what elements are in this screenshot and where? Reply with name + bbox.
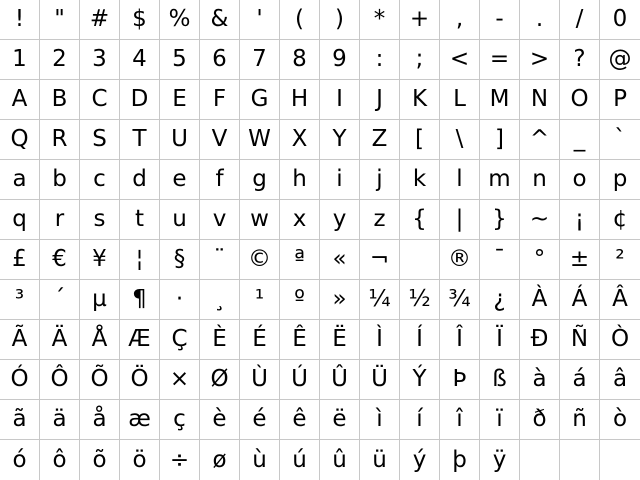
glyph-cell[interactable]: å — [80, 400, 120, 440]
glyph-cell[interactable]: ÿ — [480, 440, 520, 480]
glyph-cell[interactable]: Ú — [280, 360, 320, 400]
glyph-cell[interactable]: a — [0, 160, 40, 200]
glyph-cell[interactable]: h — [280, 160, 320, 200]
glyph-cell[interactable]: M — [480, 80, 520, 120]
glyph-cell[interactable]: ÷ — [160, 440, 200, 480]
glyph-cell[interactable]: ä — [40, 400, 80, 440]
glyph-cell[interactable]: u — [160, 200, 200, 240]
glyph-cell[interactable]: > — [520, 40, 560, 80]
glyph-cell[interactable]: 0 — [600, 0, 640, 40]
glyph-cell[interactable]: o — [560, 160, 600, 200]
glyph-cell[interactable]: ` — [600, 120, 640, 160]
glyph-cell[interactable]: Ö — [120, 360, 160, 400]
glyph-cell[interactable]: : — [360, 40, 400, 80]
glyph-cell[interactable]: k — [400, 160, 440, 200]
glyph-cell[interactable]: p — [600, 160, 640, 200]
glyph-cell[interactable]: î — [440, 400, 480, 440]
glyph-cell[interactable]: { — [400, 200, 440, 240]
glyph-cell[interactable]: % — [160, 0, 200, 40]
glyph-cell[interactable]: Z — [360, 120, 400, 160]
glyph-cell[interactable]: Ý — [400, 360, 440, 400]
glyph-cell[interactable]: ¯ — [480, 240, 520, 280]
glyph-cell[interactable]: ã — [0, 400, 40, 440]
glyph-cell[interactable]: 5 — [160, 40, 200, 80]
glyph-cell[interactable]: z — [360, 200, 400, 240]
glyph-cell[interactable]: + — [400, 0, 440, 40]
glyph-cell[interactable]: # — [80, 0, 120, 40]
glyph-cell[interactable]: @ — [600, 40, 640, 80]
glyph-cell[interactable]: ö — [120, 440, 160, 480]
glyph-cell[interactable]: º — [280, 280, 320, 320]
glyph-cell[interactable]: / — [560, 0, 600, 40]
glyph-cell[interactable]: 1 — [0, 40, 40, 80]
glyph-cell[interactable]: Þ — [440, 360, 480, 400]
glyph-cell[interactable]: c — [80, 160, 120, 200]
glyph-cell[interactable]: ¹ — [240, 280, 280, 320]
glyph-cell[interactable]: s — [80, 200, 120, 240]
glyph-cell[interactable]: X — [280, 120, 320, 160]
glyph-cell[interactable]: Â — [600, 280, 640, 320]
glyph-cell[interactable]: È — [200, 320, 240, 360]
glyph-cell[interactable]: H — [280, 80, 320, 120]
glyph-cell[interactable]: ù — [240, 440, 280, 480]
glyph-cell[interactable]: Æ — [120, 320, 160, 360]
glyph-cell[interactable]: ª — [280, 240, 320, 280]
glyph-cell[interactable]: Ø — [200, 360, 240, 400]
glyph-cell[interactable]: E — [160, 80, 200, 120]
glyph-cell[interactable]: £ — [0, 240, 40, 280]
glyph-cell[interactable]: µ — [80, 280, 120, 320]
glyph-cell[interactable]: ³ — [0, 280, 40, 320]
glyph-cell[interactable]: N — [520, 80, 560, 120]
glyph-cell[interactable]: 4 — [120, 40, 160, 80]
glyph-cell[interactable]: 8 — [280, 40, 320, 80]
glyph-cell[interactable]: C — [80, 80, 120, 120]
glyph-cell[interactable]: Å — [80, 320, 120, 360]
glyph-cell[interactable] — [520, 440, 560, 480]
glyph-cell[interactable]: . — [520, 0, 560, 40]
glyph-cell[interactable]: ú — [280, 440, 320, 480]
glyph-cell[interactable]: ð — [520, 400, 560, 440]
glyph-cell[interactable]: Y — [320, 120, 360, 160]
glyph-cell[interactable]: ? — [560, 40, 600, 80]
glyph-cell[interactable]: < — [440, 40, 480, 80]
glyph-cell[interactable]: û — [320, 440, 360, 480]
glyph-cell[interactable]: Í — [400, 320, 440, 360]
glyph-cell[interactable]: Ù — [240, 360, 280, 400]
glyph-cell[interactable]: ì — [360, 400, 400, 440]
glyph-cell[interactable]: v — [200, 200, 240, 240]
glyph-cell[interactable]: § — [160, 240, 200, 280]
glyph-cell[interactable]: Ã — [0, 320, 40, 360]
glyph-cell[interactable]: ~ — [520, 200, 560, 240]
glyph-cell[interactable]: ¸ — [200, 280, 240, 320]
glyph-cell[interactable]: Î — [440, 320, 480, 360]
glyph-cell[interactable]: ( — [280, 0, 320, 40]
glyph-cell[interactable]: Û — [320, 360, 360, 400]
glyph-cell[interactable]: Ô — [40, 360, 80, 400]
glyph-cell[interactable]: Ê — [280, 320, 320, 360]
glyph-cell[interactable]: 6 — [200, 40, 240, 80]
glyph-cell[interactable]: í — [400, 400, 440, 440]
glyph-cell[interactable]: ² — [600, 240, 640, 280]
glyph-cell[interactable]: € — [40, 240, 80, 280]
glyph-cell[interactable]: ± — [560, 240, 600, 280]
glyph-cell[interactable]: U — [160, 120, 200, 160]
glyph-cell[interactable]: x — [280, 200, 320, 240]
glyph-cell[interactable]: ] — [480, 120, 520, 160]
glyph-cell[interactable]: _ — [560, 120, 600, 160]
glyph-cell[interactable]: " — [40, 0, 80, 40]
glyph-cell[interactable]: ! — [0, 0, 40, 40]
glyph-cell[interactable] — [600, 440, 640, 480]
glyph-cell[interactable]: ¬ — [360, 240, 400, 280]
glyph-cell[interactable]: ' — [240, 0, 280, 40]
glyph-cell[interactable]: ½ — [400, 280, 440, 320]
glyph-cell[interactable]: w — [240, 200, 280, 240]
glyph-cell[interactable]: F — [200, 80, 240, 120]
glyph-cell[interactable]: 2 — [40, 40, 80, 80]
glyph-cell[interactable]: ê — [280, 400, 320, 440]
glyph-cell[interactable]: 9 — [320, 40, 360, 80]
glyph-cell[interactable]: D — [120, 80, 160, 120]
glyph-cell[interactable]: & — [200, 0, 240, 40]
glyph-cell[interactable]: Ó — [0, 360, 40, 400]
glyph-cell[interactable]: è — [200, 400, 240, 440]
glyph-cell[interactable]: ü — [360, 440, 400, 480]
glyph-cell[interactable]: ¿ — [480, 280, 520, 320]
glyph-cell[interactable]: ¼ — [360, 280, 400, 320]
glyph-cell[interactable]: ç — [160, 400, 200, 440]
glyph-cell[interactable]: á — [560, 360, 600, 400]
glyph-cell[interactable]: | — [440, 200, 480, 240]
glyph-cell[interactable]: = — [480, 40, 520, 80]
glyph-cell[interactable]: n — [520, 160, 560, 200]
glyph-cell[interactable]: ) — [320, 0, 360, 40]
glyph-cell[interactable]: V — [200, 120, 240, 160]
glyph-cell[interactable]: O — [560, 80, 600, 120]
glyph-cell[interactable]: à — [520, 360, 560, 400]
glyph-cell[interactable]: Q — [0, 120, 40, 160]
glyph-cell[interactable]: õ — [80, 440, 120, 480]
glyph-cell[interactable]: 7 — [240, 40, 280, 80]
glyph-cell[interactable]: ß — [480, 360, 520, 400]
glyph-cell[interactable]: ë — [320, 400, 360, 440]
glyph-cell[interactable]: 3 — [80, 40, 120, 80]
glyph-cell[interactable]: t — [120, 200, 160, 240]
glyph-cell[interactable]: R — [40, 120, 80, 160]
glyph-cell[interactable]: ; — [400, 40, 440, 80]
glyph-cell[interactable]: â — [600, 360, 640, 400]
glyph-cell[interactable]: ý — [400, 440, 440, 480]
glyph-cell[interactable]: A — [0, 80, 40, 120]
glyph-cell[interactable]: [ — [400, 120, 440, 160]
glyph-cell[interactable]: G — [240, 80, 280, 120]
glyph-cell[interactable] — [400, 240, 440, 280]
glyph-cell[interactable] — [560, 440, 600, 480]
glyph-cell[interactable]: ø — [200, 440, 240, 480]
glyph-cell[interactable]: e — [160, 160, 200, 200]
glyph-cell[interactable]: Ñ — [560, 320, 600, 360]
glyph-cell[interactable]: d — [120, 160, 160, 200]
glyph-cell[interactable]: L — [440, 80, 480, 120]
glyph-cell[interactable]: ¨ — [200, 240, 240, 280]
glyph-cell[interactable]: \ — [440, 120, 480, 160]
glyph-cell[interactable]: r — [40, 200, 80, 240]
glyph-cell[interactable]: ¥ — [80, 240, 120, 280]
glyph-cell[interactable]: É — [240, 320, 280, 360]
glyph-cell[interactable]: Á — [560, 280, 600, 320]
glyph-cell[interactable]: I — [320, 80, 360, 120]
glyph-cell[interactable]: ò — [600, 400, 640, 440]
glyph-cell[interactable]: W — [240, 120, 280, 160]
glyph-cell[interactable]: Ì — [360, 320, 400, 360]
glyph-cell[interactable]: ¦ — [120, 240, 160, 280]
glyph-cell[interactable]: ô — [40, 440, 80, 480]
glyph-cell[interactable]: Ð — [520, 320, 560, 360]
glyph-cell[interactable]: J — [360, 80, 400, 120]
glyph-cell[interactable]: l — [440, 160, 480, 200]
glyph-cell[interactable]: Ò — [600, 320, 640, 360]
glyph-cell[interactable]: À — [520, 280, 560, 320]
glyph-cell[interactable]: ° — [520, 240, 560, 280]
glyph-cell[interactable]: Ë — [320, 320, 360, 360]
glyph-cell[interactable]: i — [320, 160, 360, 200]
glyph-cell[interactable]: ¡ — [560, 200, 600, 240]
glyph-cell[interactable]: g — [240, 160, 280, 200]
glyph-cell[interactable]: $ — [120, 0, 160, 40]
glyph-cell[interactable]: ó — [0, 440, 40, 480]
glyph-cell[interactable]: ñ — [560, 400, 600, 440]
glyph-cell[interactable]: × — [160, 360, 200, 400]
glyph-cell[interactable]: » — [320, 280, 360, 320]
glyph-cell[interactable]: j — [360, 160, 400, 200]
glyph-cell[interactable]: ¾ — [440, 280, 480, 320]
glyph-cell[interactable]: · — [160, 280, 200, 320]
glyph-cell[interactable]: ¢ — [600, 200, 640, 240]
glyph-cell[interactable]: é — [240, 400, 280, 440]
glyph-cell[interactable]: ´ — [40, 280, 80, 320]
glyph-cell[interactable]: Ä — [40, 320, 80, 360]
glyph-cell[interactable]: ¶ — [120, 280, 160, 320]
glyph-cell[interactable]: ^ — [520, 120, 560, 160]
glyph-cell[interactable]: P — [600, 80, 640, 120]
glyph-cell[interactable]: Ç — [160, 320, 200, 360]
glyph-cell[interactable]: - — [480, 0, 520, 40]
glyph-cell[interactable]: ï — [480, 400, 520, 440]
glyph-cell[interactable]: þ — [440, 440, 480, 480]
glyph-cell[interactable]: ® — [440, 240, 480, 280]
glyph-cell[interactable]: Õ — [80, 360, 120, 400]
glyph-cell[interactable]: } — [480, 200, 520, 240]
glyph-cell[interactable]: T — [120, 120, 160, 160]
glyph-cell[interactable]: Ü — [360, 360, 400, 400]
glyph-cell[interactable]: B — [40, 80, 80, 120]
glyph-cell[interactable]: Ï — [480, 320, 520, 360]
glyph-cell[interactable]: y — [320, 200, 360, 240]
glyph-cell[interactable]: « — [320, 240, 360, 280]
glyph-cell[interactable]: m — [480, 160, 520, 200]
glyph-cell[interactable]: q — [0, 200, 40, 240]
glyph-cell[interactable]: f — [200, 160, 240, 200]
glyph-cell[interactable]: æ — [120, 400, 160, 440]
glyph-cell[interactable]: © — [240, 240, 280, 280]
glyph-cell[interactable]: b — [40, 160, 80, 200]
glyph-cell[interactable]: K — [400, 80, 440, 120]
glyph-cell[interactable]: , — [440, 0, 480, 40]
glyph-cell[interactable]: * — [360, 0, 400, 40]
glyph-cell[interactable]: S — [80, 120, 120, 160]
